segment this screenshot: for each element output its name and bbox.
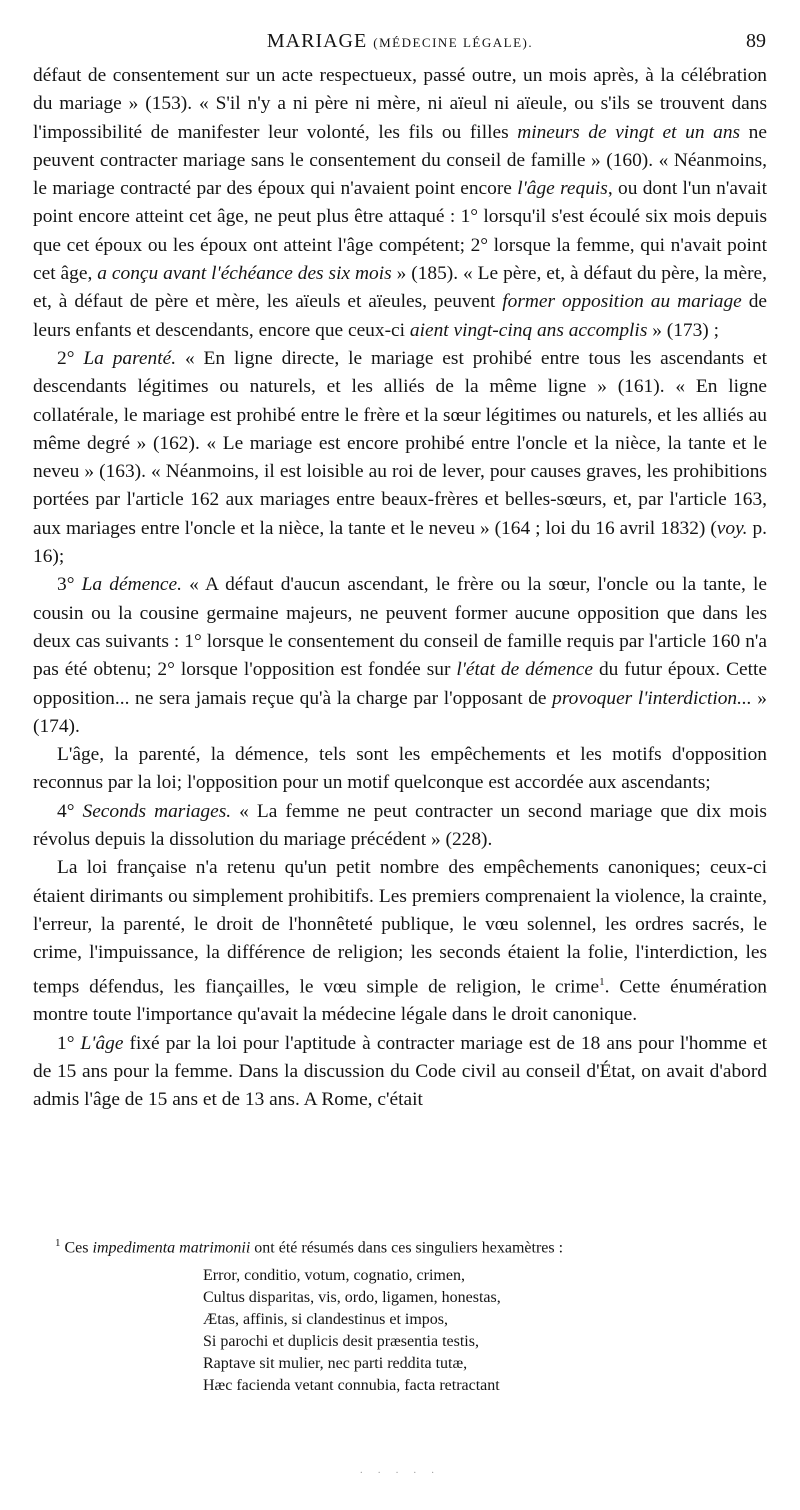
running-title-main: MARIAGE bbox=[266, 30, 368, 52]
footnote-verse bbox=[203, 1265, 767, 1397]
paragraph bbox=[33, 1030, 767, 1115]
footnote-intro bbox=[33, 1232, 767, 1259]
text-segment: de leurs enfants et descendants, encore que ceux-ci bbox=[33, 291, 767, 341]
text-segment: 1° bbox=[57, 1032, 81, 1054]
footnote-reference: 1 bbox=[599, 975, 605, 988]
text-segment: » (185). « Le père, et, à défaut du père, la mère, et, à défaut de père et mère, les aïeuls et aïeules, peuvent bbox=[33, 263, 767, 313]
verse-line: Error, conditio, votum, cognatio, crimen, bbox=[203, 1267, 465, 1285]
running-title-sub: (MÉDECINE LÉGALE). bbox=[373, 35, 534, 50]
text-segment: « La femme ne peut contracter un second mariage que dix mois révolus depuis la dissolution du mariage précédent » (228). bbox=[33, 800, 767, 851]
paragraph bbox=[33, 571, 767, 741]
text-segment: du futur époux. Cette opposition... ne sera jamais reçue qu'à la charge par l'opposant de bbox=[33, 659, 768, 709]
page-number: 89 bbox=[746, 30, 766, 52]
italic-segment: La parenté. bbox=[83, 347, 177, 369]
text-segment: . Cette énumération montre toute l'importance qu'avait la médecine légale dans le droit canonique. bbox=[33, 975, 767, 1026]
paragraph bbox=[33, 741, 767, 798]
italic-segment: mineurs de vingt et un ans bbox=[517, 121, 741, 143]
verse-line: Raptave sit mulier, nec parti reddita tutæ, bbox=[203, 1355, 468, 1373]
paragraph bbox=[33, 62, 767, 345]
verse-line: Si parochi et duplicis desit præsentia testis, bbox=[203, 1333, 479, 1351]
text-segment: , ou dont l'un n'avait point encore atteint cet âge, ne peut plus être attaqué : 1° lorsqu'il s'est écoulé six mois depuis que cet époux ou les époux ont atteint l'âge compétent; 2° lorsque la femme, qui n'avait point cet âge, bbox=[33, 178, 768, 285]
text-segment: fixé par la loi pour l'aptitude à contracter mariage est de 18 ans pour l'homme et de 15 ans pour la femme. Dans la discussion du Code civil au conseil d'État, on avait d'abord admis l'âge de 15 ans et de 13 ans. A Rome, c'était bbox=[33, 1032, 767, 1111]
text-segment: « A défaut d'aucun ascendant, le frère ou la sœur, l'oncle ou la tante, le cousin ou la cousine germaine majeurs, ne peuvent former aucune opposition que dans les deux cas suivants : 1° lorsque le consentement du conseil de famille requis par l'article 160 n'a pas été obtenu; 2° lorsque l'opposition est fondée sur bbox=[33, 574, 767, 681]
paragraph bbox=[33, 854, 767, 1029]
text-segment: ne peuvent contracter mariage sans le consentement du conseil de famille » (160). « Néanmoins, le mariage contracté par des époux qui n'avaient point encore bbox=[33, 121, 767, 200]
page-ornament: · · · · · bbox=[359, 1468, 441, 1479]
italic-segment: a conçu avant l'échéance des six mois bbox=[97, 263, 392, 285]
text-segment: » (173) ; bbox=[647, 319, 720, 341]
verse-line: Cultus disparitas, vis, ordo, ligamen, honestas, bbox=[203, 1289, 501, 1307]
running-title bbox=[34, 30, 766, 53]
footnote-marker: 1 bbox=[55, 1237, 61, 1249]
running-header bbox=[34, 30, 766, 60]
text-segment: 3° bbox=[57, 574, 82, 596]
italic-segment: former opposition au mariage bbox=[502, 291, 742, 313]
italic-segment: l'âge requis bbox=[517, 178, 608, 200]
text-segment: 4° bbox=[57, 800, 83, 822]
text-segment: La loi française n'a retenu qu'un petit nombre des empêchements canoniques; ceux-ci étaient dirimants ou simplement prohibitifs. Les premiers comprenaient la violence, la crainte, l'erreur, la parenté, le droit de l'honnêteté publique, le vœu solennel, les ordres sacrés, le crime, l'impuissance, la différence de religion; les seconds étaient la folie, l'interdiction, les temps défendus, les fiançailles, le vœu simple de religion, le crime bbox=[33, 857, 767, 997]
italic-segment: Seconds mariages. bbox=[82, 800, 232, 822]
italic-segment: L'âge bbox=[80, 1032, 124, 1054]
body-text bbox=[33, 62, 767, 1114]
text-segment: ont été résumés dans ces singuliers hexamètres : bbox=[250, 1239, 564, 1257]
text-segment: défaut de consentement sur un acte respectueux, passé outre, un mois après, à la célébration du mariage » (153). « S'il n'y a ni père ni mère, ni aïeul ni aïeule, ou s'ils se trouvent dans l'impossibilité de manifester leur volonté, les fils ou filles bbox=[33, 65, 767, 143]
verse-line: Hæc facienda vetant connubia, facta retractant bbox=[203, 1377, 500, 1395]
text-segment: 2° bbox=[57, 347, 84, 369]
paragraph bbox=[33, 798, 767, 855]
italic-segment: aient vingt-cinq ans accomplis bbox=[409, 319, 648, 341]
verse-line: Ætas, affinis, si clandestinus et impos, bbox=[203, 1311, 449, 1329]
footnote bbox=[33, 1232, 767, 1397]
text-segment: « En ligne directe, le mariage est prohibé entre tous les ascendants et descendants légitimes ou naturels, et les alliés de la même ligne » (161). « En ligne collatérale, le mariage est prohibé entre le frère et la sœur légitimes ou naturels, et les alliés au même degré » (162). « Le mariage est encore prohibé entre l'oncle et la nièce, la tante et le neveu » (163). « Néanmoins, il est loisible au roi de lever, pour causes graves, les prohibitions portées par l'article 162 aux mariages entre beaux-frères et belles-sœurs, et, par l'article 163, aux mariages entre l'oncle et la nièce, la tante et le neveu » (164 ; loi du 16 avril 1832) ( bbox=[33, 347, 767, 539]
italic-segment: provoquer l'interdiction... bbox=[552, 687, 752, 709]
italic-segment: voy. bbox=[716, 517, 748, 539]
text-segment: p. 16); bbox=[33, 517, 767, 568]
text-segment: » (174). bbox=[33, 687, 768, 737]
italic-segment: La démence. bbox=[81, 574, 182, 596]
italic-segment: impedimenta matrimonii bbox=[92, 1239, 251, 1257]
italic-segment: l'état de démence bbox=[456, 659, 593, 681]
paragraph bbox=[33, 345, 767, 571]
text-segment: L'âge, la parenté, la démence, tels sont les empêchements et les motifs d'opposition reconnus par la loi; l'opposition pour un motif quelconque est accordée aux ascendants; bbox=[33, 744, 767, 794]
text-segment: Ces bbox=[60, 1239, 93, 1257]
